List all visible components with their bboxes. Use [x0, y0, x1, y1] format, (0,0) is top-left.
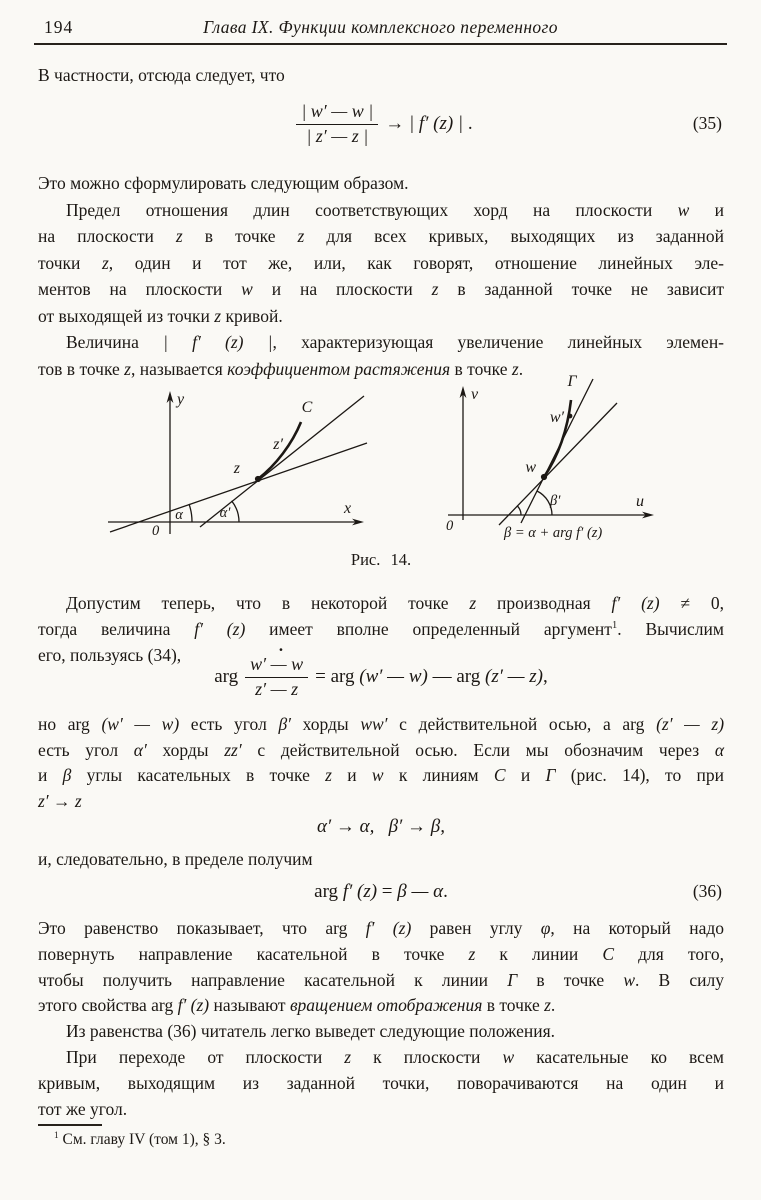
alpha-prime-arc: [232, 501, 239, 522]
axis-label-y: y: [177, 391, 185, 408]
point-label-z: z: [233, 460, 240, 477]
text-line: тов в точке z, называется коэффициентом растяжения в точке z.: [38, 358, 524, 379]
text-line: его, пользуясь (34),: [38, 645, 182, 665]
figure-14: [80, 372, 740, 548]
text-line: есть угол α′ хорды zz′ с действительной осью. Если мы обозначим через α: [38, 739, 725, 760]
text-line: точки z, один и тот же, или, как говорят, отношение линейных эле-: [38, 252, 724, 273]
connector-paragraph: [38, 846, 724, 872]
text-line: и β углы касательных в точке z и w к линиям C и Γ (рис. 14), то при: [38, 765, 724, 785]
point-label-w: w: [525, 459, 536, 476]
figure-14-drawing: [80, 372, 740, 548]
paragraph-block-1: [38, 170, 724, 382]
text-line: ментов на плоскости w и на плоскости z в заданной точке не зависит: [38, 279, 725, 299]
fraction-numerator: w′ — w: [245, 654, 308, 677]
beta-equation-label: β = α + arg f′ (z): [504, 525, 603, 541]
text-line: от выходящей из точки z кривой.: [38, 305, 283, 326]
point-z-dot: [255, 476, 261, 482]
fraction-denominator: z′ — z: [255, 678, 299, 699]
axis-label-u: u: [636, 493, 644, 510]
formula-36: [38, 878, 724, 906]
fraction-denominator: | z′ — z |: [306, 125, 369, 146]
arg-operator: arg: [214, 666, 239, 687]
text-line: Предел отношения длин соответствующих хорд на плоскости w и: [66, 199, 724, 220]
point-w-prime-dot: [568, 414, 573, 419]
formula-body: arg f′ (z) = β — α.: [314, 881, 448, 902]
text-line: но arg (w′ — w) есть угол β′ хорды ww′ с действительной осью, а arg (z′ — z): [38, 714, 725, 734]
figure-caption: Рис. 14.: [350, 550, 412, 569]
text-line: и, следовательно, в пределе получим: [38, 849, 313, 869]
header-rule: [34, 43, 727, 45]
footnote-rule: [38, 1124, 102, 1126]
curve-label-C: C: [301, 399, 313, 416]
origin-label-left: 0: [152, 523, 160, 539]
text-line: Допустим теперь, что в некоторой точке z производная f′ (z) ≠ 0,: [66, 593, 724, 613]
page-number: 194: [44, 17, 74, 37]
intro-paragraph: [38, 62, 724, 88]
text-line: Величина | f′ (z) |, характеризующая увеличение линейных элемен-: [66, 332, 725, 352]
axis-label-v: v: [471, 386, 479, 403]
text-line: Это равенство показывает, что arg f′ (z) равен углу φ, на который надо: [38, 918, 724, 938]
fraction-wrap: [238, 640, 315, 699]
paragraph-block-4: [38, 916, 724, 1122]
stray-dot: ·: [278, 640, 284, 660]
fraction-numerator: | w′ — w |: [296, 101, 378, 124]
curve-label-Gamma: Γ: [567, 373, 577, 390]
text-line: Это можно сформулировать следующим образом.: [38, 173, 409, 193]
text-line: z′ → z: [38, 790, 82, 811]
text-line: тот же угол.: [38, 1098, 128, 1119]
angle-label-beta-prime: β′: [550, 493, 561, 509]
text-line: на плоскости z в точке z для всех кривых, выходящих из заданной: [38, 226, 724, 246]
text-line: кривым, выходящим из заданной точки, поворачиваются на один и: [38, 1072, 724, 1093]
alpha-arc: [189, 504, 192, 522]
text-line: В частности, отсюда следует, что: [38, 65, 285, 85]
text-line: этого свойства arg f′ (z) называют вращением отображения в точке z.: [38, 995, 556, 1016]
footnote: $^1$ См. главу IV (том 1), § 3.: [54, 1130, 226, 1148]
formula-rhs: = arg (w′ — w) — arg (z′ — z),: [315, 666, 548, 687]
fraction: [245, 654, 308, 699]
formula-rhs: → | f′ (z) | .: [385, 113, 473, 134]
fraction: [296, 101, 378, 146]
formula-body: α′ → α, β′ → β,: [317, 816, 445, 837]
angle-label-alpha-prime: α′: [219, 505, 231, 521]
text-line: Из равенства (36) читатель легко выведет следующие положения.: [66, 1021, 555, 1042]
point-label-w-prime: w′: [549, 409, 564, 426]
equation-number-36: (36): [692, 881, 722, 901]
equation-number-35: (35): [692, 113, 722, 133]
axis-label-x: x: [344, 500, 352, 517]
running-title: Глава IX. Функции комплексного переменного: [203, 17, 558, 37]
formula-arg-ratio: [38, 640, 724, 702]
paragraph-block-3: [38, 712, 724, 814]
origin-label-right: 0: [446, 518, 454, 534]
beta-arc: [517, 506, 521, 515]
text-line: повернуть направление касательной в точке z к линии C для того,: [38, 943, 724, 964]
point-w-dot: [541, 474, 547, 480]
formula-35: [38, 98, 724, 150]
text-line: чтобы получить направление касательной к линии Γ в точке w. В силу: [38, 969, 724, 990]
point-label-z-prime: z′: [273, 436, 283, 453]
formula-limits: [38, 814, 724, 840]
text-line: тогда величина f′ (z) имеет вполне определенный аргумент$^1$. Вычислим: [38, 619, 724, 639]
text-line: При переходе от плоскости z к плоскости w касательные ко всем: [66, 1046, 725, 1067]
angle-label-alpha: α: [175, 507, 183, 523]
